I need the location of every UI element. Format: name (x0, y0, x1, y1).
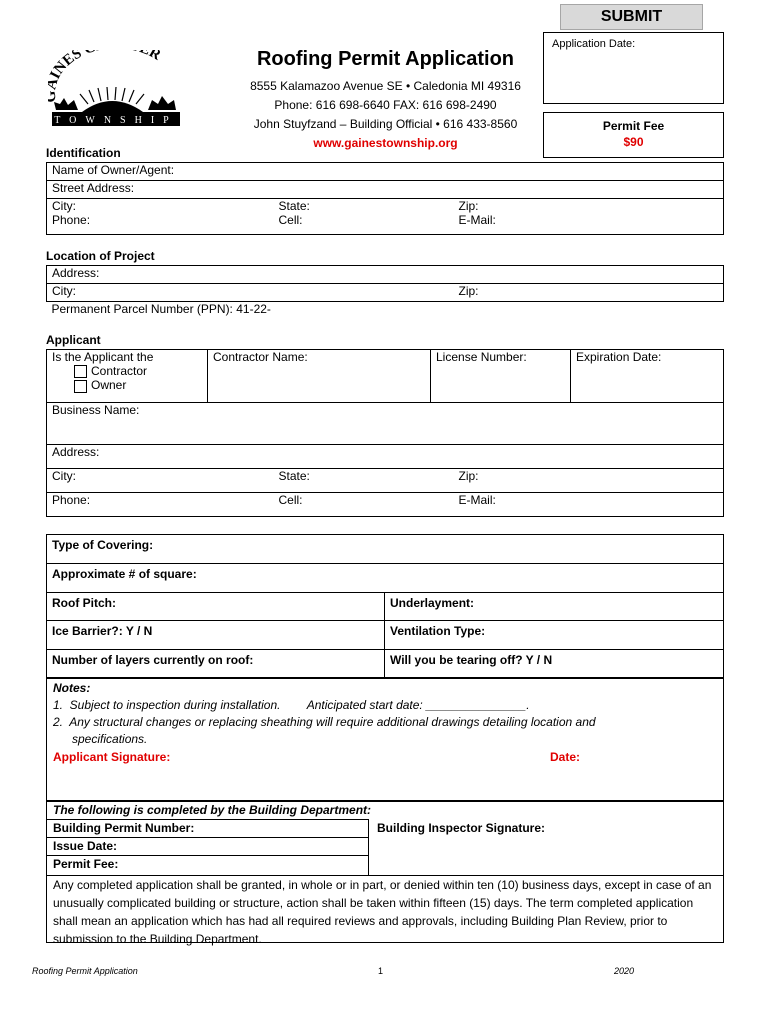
applicant-type-cell (47, 350, 208, 403)
layers-field[interactable] (47, 650, 385, 678)
notes-box (46, 678, 724, 801)
app-address-label: Address: (52, 445, 100, 459)
id-city-phone-cell[interactable] (47, 199, 274, 235)
app-address-field[interactable] (47, 445, 724, 469)
contractor-option-label: Contractor (91, 364, 148, 378)
id-zip-label: Zip: (458, 199, 479, 213)
ppn-field[interactable] (47, 302, 724, 320)
header-address: 8555 Kalamazoo Avenue SE • Caledonia MI 49316 (250, 79, 521, 93)
license-number-field[interactable] (431, 350, 571, 403)
applicant-signature-field[interactable] (53, 750, 170, 764)
note-1: 1. Subject to inspection during installation. Anticipated start date: _______________. (53, 698, 530, 712)
id-zip-cell[interactable] (454, 199, 724, 235)
applicant-table (46, 349, 724, 469)
loc-address-label: Address: (52, 266, 100, 280)
id-cell-label: Cell: (278, 213, 303, 227)
signature-date-field[interactable] (550, 750, 580, 764)
loc-zip-field[interactable] (454, 284, 724, 302)
svg-text:GAINES CHARTER (48, 50, 164, 103)
dept-permit-fee-label: Permit Fee: (53, 857, 119, 871)
identification-table (46, 162, 724, 235)
app-email-field[interactable] (454, 493, 724, 517)
expiration-date-field[interactable] (571, 350, 724, 403)
ppn-label: Permanent Parcel Number (PPN): 41-22- (51, 302, 271, 316)
contractor-checkbox[interactable] (74, 365, 87, 378)
permit-fee-label: Permit Fee (602, 119, 665, 133)
ventilation-label: Ventilation Type: (390, 624, 486, 638)
pitch-field[interactable] (47, 593, 385, 621)
app-phone-field[interactable] (47, 493, 274, 517)
owner-option-label: Owner (91, 378, 127, 393)
contractor-name-field[interactable] (208, 350, 431, 403)
loc-city-label: City: (52, 284, 76, 298)
ventilation-field[interactable] (385, 621, 724, 650)
permit-number-field[interactable] (53, 821, 194, 835)
loc-address-field[interactable] (47, 266, 724, 284)
owner-field[interactable] (47, 163, 724, 181)
app-state-field[interactable] (274, 469, 454, 493)
footer-page-number: 1 (378, 966, 384, 976)
underlayment-field[interactable] (385, 593, 724, 621)
submit-button[interactable]: SUBMIT (560, 4, 703, 30)
inspector-signature-label: Building Inspector Signature: (377, 821, 546, 835)
pitch-label: Roof Pitch: (52, 596, 116, 610)
township-logo (48, 50, 183, 128)
id-city-label: City: (52, 199, 76, 213)
roof-table (46, 534, 724, 678)
app-city-field[interactable] (47, 469, 274, 493)
tearing-off-field[interactable] (385, 650, 724, 678)
department-title: The following is completed by the Building Department: (53, 803, 372, 817)
business-name-label: Business Name: (52, 403, 140, 417)
applicant-type-label: Is the Applicant the (52, 350, 154, 364)
app-cell-label: Cell: (278, 493, 303, 507)
dept-permit-fee-field[interactable] (53, 857, 118, 871)
expiration-date-label: Expiration Date: (576, 350, 662, 364)
app-zip-field[interactable] (454, 469, 724, 493)
applicant-contact-table (46, 468, 724, 517)
inspector-signature-field[interactable] (377, 821, 545, 835)
header-website-link[interactable]: www.gainestownship.org (313, 136, 458, 150)
license-number-label: License Number: (436, 350, 527, 364)
square-label: Approximate # of square: (52, 567, 197, 581)
location-title: Location of Project (46, 249, 155, 263)
note-2-cont: specifications. (72, 732, 148, 746)
applicant-signature-label: Applicant Signature: (53, 750, 171, 764)
identification-title: Identification (46, 146, 121, 160)
issue-date-label: Issue Date: (53, 839, 118, 853)
permit-number-label: Building Permit Number: (53, 821, 195, 835)
covering-field[interactable] (47, 535, 724, 564)
notes-title: Notes: (53, 681, 91, 695)
layers-label: Number of layers currently on roof: (52, 653, 254, 667)
header-official: John Stuyfzand – Building Official • 616 433-8560 (253, 117, 518, 131)
application-date-field[interactable] (543, 32, 724, 104)
footer-title: Roofing Permit Application (32, 966, 138, 976)
application-date-label: Application Date: (552, 38, 636, 50)
note-2: 2. Any structural changes or replacing sheathing will require additional drawings detailing location and (53, 715, 596, 729)
app-city-label: City: (52, 469, 76, 483)
app-zip-label: Zip: (458, 469, 479, 483)
header (228, 48, 543, 153)
business-name-field[interactable] (47, 403, 724, 445)
logo-township-text: TOWNSHIP (54, 115, 178, 126)
app-phone-label: Phone: (52, 493, 91, 507)
app-state-label: State: (278, 469, 310, 483)
ice-barrier-label: Ice Barrier?: Y / N (52, 624, 153, 638)
loc-city-field[interactable] (47, 284, 454, 302)
ice-barrier-field[interactable] (47, 621, 385, 650)
contractor-name-label: Contractor Name: (213, 350, 308, 364)
id-state-cell[interactable] (274, 199, 454, 235)
square-field[interactable] (47, 564, 724, 593)
owner-checkbox[interactable] (74, 380, 87, 393)
footer-year: 2020 (614, 966, 635, 976)
applicant-title: Applicant (46, 333, 101, 347)
department-box (46, 801, 724, 946)
app-cell-field[interactable] (274, 493, 454, 517)
loc-zip-label: Zip: (458, 284, 479, 298)
logo-arc-text: INES R (48, 50, 164, 82)
location-table (46, 265, 724, 320)
signature-date-label: Date: (550, 750, 581, 764)
id-state-label: State: (278, 199, 310, 213)
app-email-label: E-Mail: (458, 493, 496, 507)
tearing-off-label: Will you be tearing off? Y / N (390, 653, 553, 667)
permit-fee-box (543, 112, 724, 158)
street-label: Street Address: (52, 181, 135, 195)
township-logo-icon (48, 50, 183, 128)
covering-label: Type of Covering: (52, 538, 154, 552)
header-phone-fax: Phone: 616 698-6640 FAX: 616 698-2490 (274, 98, 497, 112)
underlayment-label: Underlayment: (390, 596, 475, 610)
street-field[interactable] (47, 181, 724, 199)
owner-label: Name of Owner/Agent: (52, 163, 175, 177)
id-phone-label: Phone: (52, 213, 91, 227)
department-disclaimer: Any completed application shall be granted, in whole or in part, or denied within ten (10) business days, except in case of an unusually complicated building or structure, action shall be taken within fifteen (15) days. The term completed application shall mean an application which has had all required reviews and approvals, including Building Plan Review, prior to submission to the Building Department. (53, 878, 712, 946)
id-email-label: E-Mail: (458, 213, 496, 227)
page-title: Roofing Permit Application (256, 48, 515, 70)
permit-fee-amount: $90 (623, 135, 644, 149)
issue-date-field[interactable] (53, 839, 117, 853)
